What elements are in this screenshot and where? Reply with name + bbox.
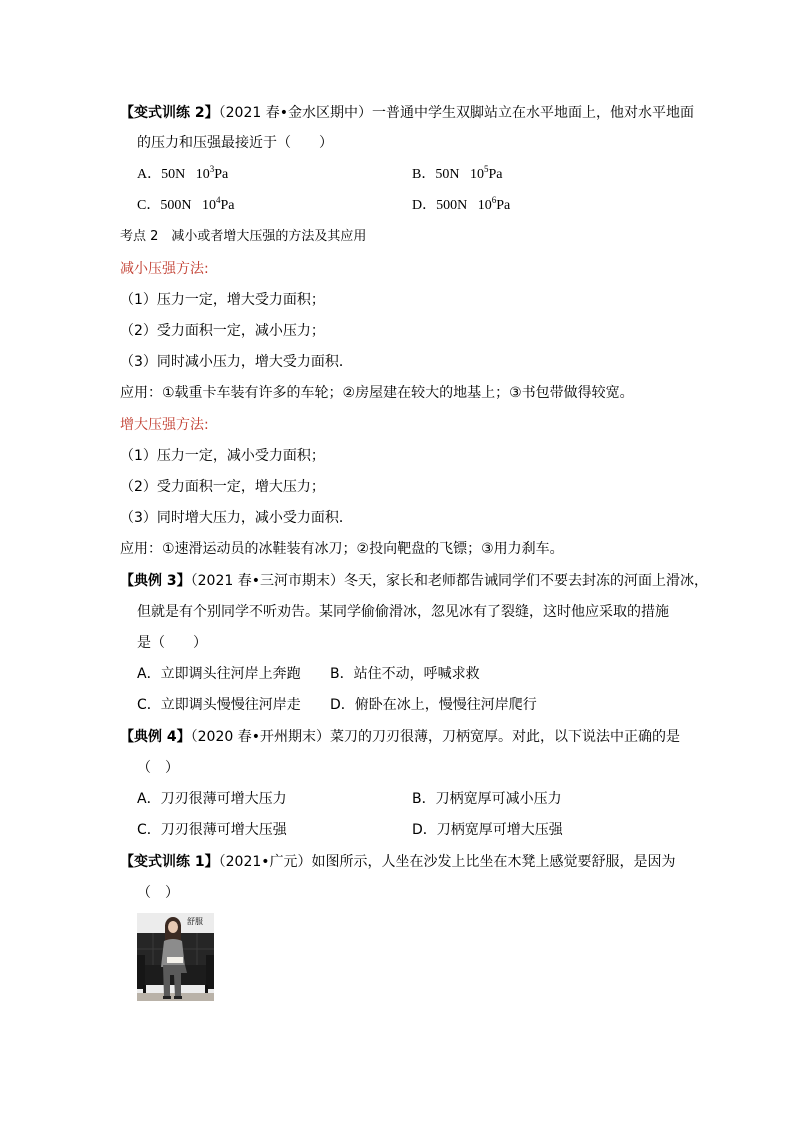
question-bianshi1-line2: （ ）: [137, 885, 179, 901]
question-dianli3-line2: 但就是有个别同学不听劝告。某同学偷偷滑冰，忽见冰有了裂缝，这时他应采取的措施: [137, 604, 669, 620]
question-source: （2020 春•开州期末）: [190, 729, 330, 745]
question-source: （2021•广元）: [218, 854, 312, 870]
photo-label: 舒服: [187, 917, 203, 926]
question-stem: 如图所示，人坐在沙发上比坐在木凳上感觉要舒服，是因为: [311, 854, 676, 870]
increase-item-3: （3）同时增大压力，减小受力面积．: [120, 510, 353, 526]
option-b: B．刀柄宽厚可减小压力: [412, 791, 562, 807]
question-tag: 【典例 4】: [120, 729, 191, 745]
question-dianli4-line1: [120, 727, 680, 747]
option-a: A．立即调头往河岸上奔跑: [137, 666, 301, 682]
question-stem: 冬天，家长和老师都告诫同学们不要去封冻的河面上滑冰，: [343, 573, 708, 589]
sofa-photo: [137, 913, 214, 1001]
question-dianli3-line1: [120, 571, 708, 591]
question-tag: 【变式训练 1】: [120, 854, 219, 870]
question-bianshi2-line1: [120, 103, 694, 123]
question-dianli4-line2: （ ）: [137, 760, 179, 776]
increase-item-1: （1）压力一定，减小受力面积；: [120, 448, 325, 464]
option-b: B．50N $10^5Pa$: [412, 164, 503, 182]
increase-item-2: （2）受力面积一定，增大压力；: [120, 479, 325, 495]
question-stem: 一普通中学生双脚站立在水平地面上，他对水平地面: [371, 105, 694, 121]
question-stem: 菜刀的刀刃很薄，刀柄宽厚。对此，以下说法中正确的是: [329, 729, 680, 745]
reduce-item-1: （1）压力一定，增大受力面积；: [120, 292, 325, 308]
question-tag: 【变式训练 2】: [120, 105, 219, 121]
option-a: A．50N $10^3Pa$: [137, 164, 229, 182]
question-source: （2021 春•金水区期中）: [218, 105, 372, 121]
question-bianshi2-line2: 的压力和压强最接近于（ ）: [137, 135, 333, 151]
increase-pressure-title: 增大压强方法:: [120, 417, 209, 433]
reduce-item-3: （3）同时减小压力，增大受力面积．: [120, 354, 353, 370]
option-b: B．站住不动，呼喊求救: [330, 666, 480, 682]
option-a: A．刀刃很薄可增大压力: [137, 791, 287, 807]
option-c: C．500N $10^4Pa$: [137, 195, 235, 213]
question-source: （2021 春•三河市期末）: [190, 573, 344, 589]
reduce-application: 应用：①载重卡车装有许多的车轮；②房屋建在较大的地基上；③书包带做得较宽。: [120, 385, 634, 401]
increase-application: 应用：①速滑运动员的冰鞋装有冰刀；②投向靶盘的飞镖；③用力刹车。: [120, 541, 564, 557]
reduce-pressure-title: 减小压强方法:: [120, 261, 209, 277]
option-d: D．俯卧在冰上，慢慢往河岸爬行: [330, 697, 537, 713]
sofa-illustration: [137, 913, 214, 1001]
section-heading-kaodian2: 考点 2 减小或者增大压强的方法及其应用: [120, 229, 367, 244]
question-dianli3-line3: 是（ ）: [137, 635, 207, 651]
reduce-item-2: （2）受力面积一定，减小压力；: [120, 323, 325, 339]
question-bianshi1-line1: [120, 852, 676, 872]
option-c: C．立即调头慢慢往河岸走: [137, 697, 301, 713]
option-c: C．刀刃很薄可增大压强: [137, 822, 287, 838]
option-d: D．刀柄宽厚可增大压强: [412, 822, 563, 838]
option-d: D．500N $10^6Pa$: [412, 195, 511, 213]
question-tag: 【典例 3】: [120, 573, 191, 589]
